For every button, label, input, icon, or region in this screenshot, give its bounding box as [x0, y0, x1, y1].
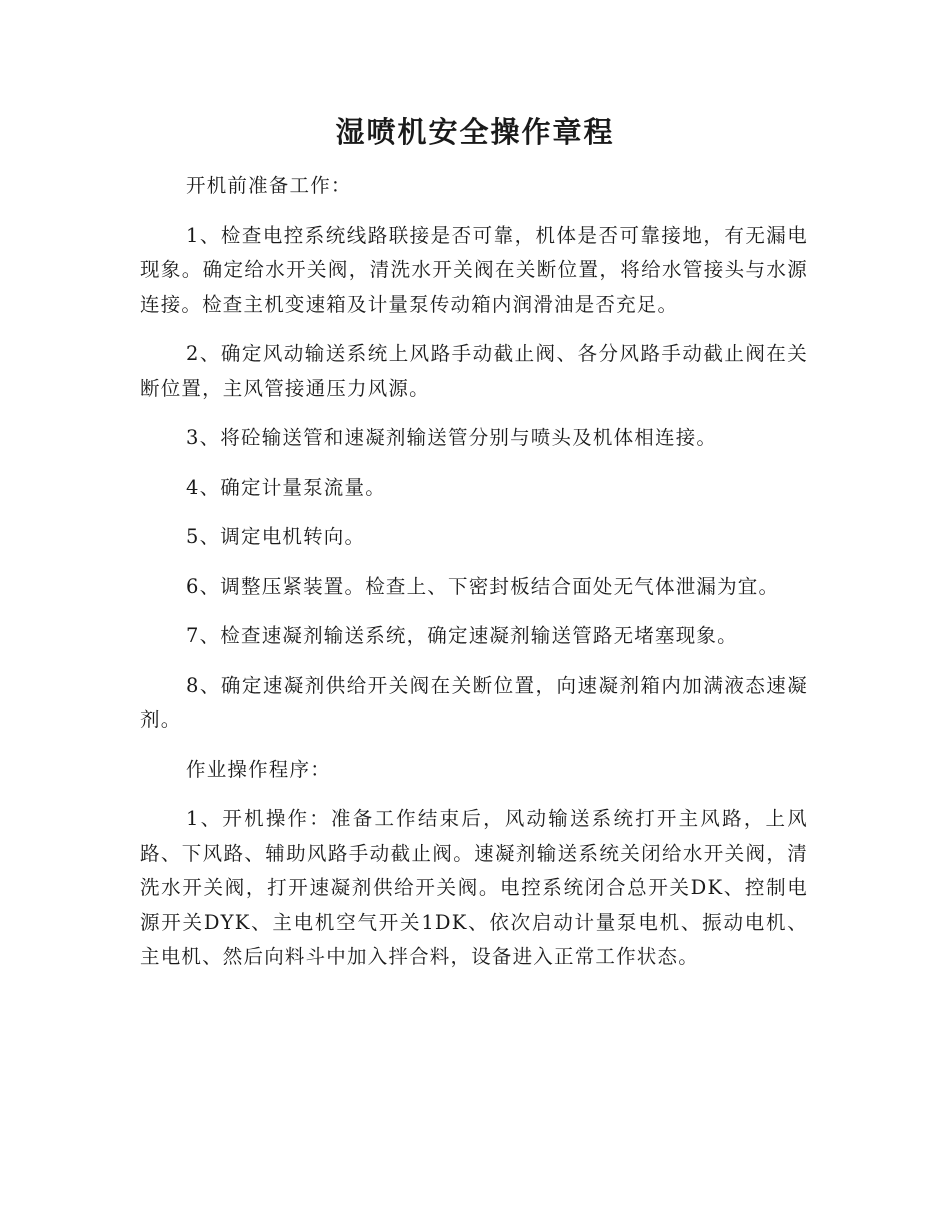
document-title: 湿喷机安全操作章程 [335, 115, 615, 149]
paragraph-prep-step-1: 1、检查电控系统线路联接是否可靠，机体是否可靠接地，有无漏电现象。确定给水开关阀，清洗水开关阀在关断位置，将给水管接头与水源连接。检查主机变速箱及计量泵传动箱内润滑油是否充足。 [140, 223, 808, 316]
paragraph-prep-step-7: 7、检查速凝剂输送系统，确定速凝剂输送管路无堵塞现象。 [186, 624, 738, 647]
paragraph-prep-step-3: 3、将砼输送管和速凝剂输送管分别与喷头及机体相连接。 [186, 426, 718, 449]
paragraph-prep-step-6: 6、调整压紧装置。检查上、下密封板结合面处无气体泄漏为宜。 [186, 574, 780, 598]
section-heading-preparation: 开机前准备工作： [186, 174, 352, 197]
paragraph-prep-step-2: 2、确定风动输送系统上风路手动截止阀、各分风路手动截止阀在关断位置，主风管接通压力风源。 [140, 342, 808, 400]
paragraph-prep-step-4: 4、确定计量泵流量。 [186, 475, 386, 499]
paragraph-operation-step-1: 1、开机操作：准备工作结束后，风动输送系统打开主风路，上风路、下风路、辅助风路手动截止阀。速凝剂输送系统关闭给水开关阀，清洗水开关阀，打开速凝剂供给开关阀。电控系统闭合总开关DK、控制电源开关DYK、主电机空气开关1DK、依次启动计量泵电机、振动电机、主电机、然后向料斗中加入拌合料，设备进入正常工作状态。 [140, 807, 808, 968]
paragraph-prep-step-8: 8、确定速凝剂供给开关阀在关断位置，向速凝剂箱内加满液态速凝剂。 [140, 673, 808, 731]
document-body [140, 169, 808, 990]
paragraph-prep-step-5: 5、调定电机转向。 [186, 525, 366, 548]
section-heading-operation: 作业操作程序： [186, 757, 331, 781]
